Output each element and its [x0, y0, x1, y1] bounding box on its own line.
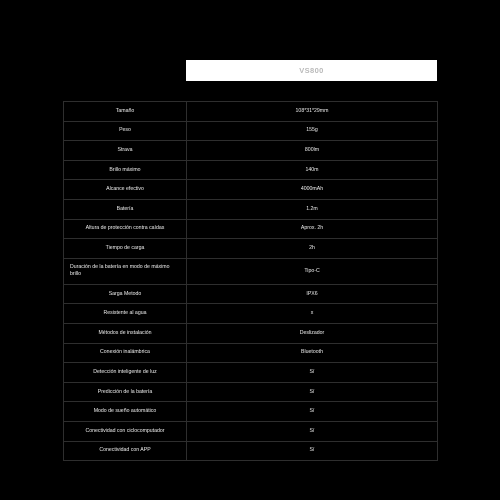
- spec-value: 155g: [187, 121, 438, 141]
- spec-label: Detección inteligente de luz: [64, 363, 187, 383]
- spec-label: Tiempo de carga: [64, 239, 187, 259]
- spec-row-runtime-max: [64, 258, 438, 284]
- spec-row-drop-height: [64, 219, 438, 239]
- spec-value: 108*31*29mm: [187, 102, 438, 122]
- spec-row-max-brightness: [64, 160, 438, 180]
- spec-row-waterproof: [64, 304, 438, 324]
- spec-row-battery-prediction: [64, 382, 438, 402]
- spec-label: Conectividad con ciclocomputador: [64, 421, 187, 441]
- spec-label: Batería: [64, 199, 187, 219]
- spec-row-charge-time: [64, 239, 438, 259]
- product-name: VS800: [299, 66, 324, 75]
- spec-label: Sarga Metodo: [64, 284, 187, 304]
- spec-value: Sí: [187, 363, 438, 383]
- spec-value: 800lm: [187, 141, 438, 161]
- spec-value: IPX6: [187, 284, 438, 304]
- spec-value: Tipo-C: [187, 258, 438, 284]
- spec-label: Strava: [64, 141, 187, 161]
- spec-row-mounting: [64, 323, 438, 343]
- spec-value: Sí: [187, 441, 438, 461]
- spec-row-app: [64, 441, 438, 461]
- spec-row-strava: [64, 141, 438, 161]
- spec-row-bike-computer: [64, 421, 438, 441]
- spec-label: Duración de la batería en modo de máximo brillo: [64, 258, 187, 284]
- spec-label: Modo de sueño automático: [64, 402, 187, 422]
- spec-row-weight: [64, 121, 438, 141]
- spec-value: Aprox. 2h: [187, 219, 438, 239]
- spec-value: 1.2m: [187, 199, 438, 219]
- spec-value: 140m: [187, 160, 438, 180]
- spec-label: Resistente al agua: [64, 304, 187, 324]
- spec-label: Peso: [64, 121, 187, 141]
- spec-value: Deslizador: [187, 323, 438, 343]
- spec-row-size: [64, 102, 438, 122]
- spec-row-wireless: [64, 343, 438, 363]
- spec-value: 2h: [187, 239, 438, 259]
- spec-value: x: [187, 304, 438, 324]
- spec-value: 4000mAh: [187, 180, 438, 200]
- spec-table: [63, 101, 438, 461]
- spec-row-light-sensing: [64, 363, 438, 383]
- spec-row-battery: [64, 199, 438, 219]
- spec-label: Tamaño: [64, 102, 187, 122]
- spec-row-auto-sleep: [64, 402, 438, 422]
- spec-label: Alcance efectivo: [64, 180, 187, 200]
- spec-label: Métodos de instalación: [64, 323, 187, 343]
- spec-value: Sí: [187, 382, 438, 402]
- spec-label: Conexión inalámbrica: [64, 343, 187, 363]
- spec-value: Sí: [187, 421, 438, 441]
- spec-label: Conectividad con APP: [64, 441, 187, 461]
- spec-label: Brillo máximo: [64, 160, 187, 180]
- spec-value: Bluetooth: [187, 343, 438, 363]
- spec-label: Predicción de la batería: [64, 382, 187, 402]
- spec-row-charge-method: [64, 284, 438, 304]
- spec-label: Altura de protección contra caídas: [64, 219, 187, 239]
- spec-row-effective-range: [64, 180, 438, 200]
- spec-value: Sí: [187, 402, 438, 422]
- product-header: [186, 60, 437, 81]
